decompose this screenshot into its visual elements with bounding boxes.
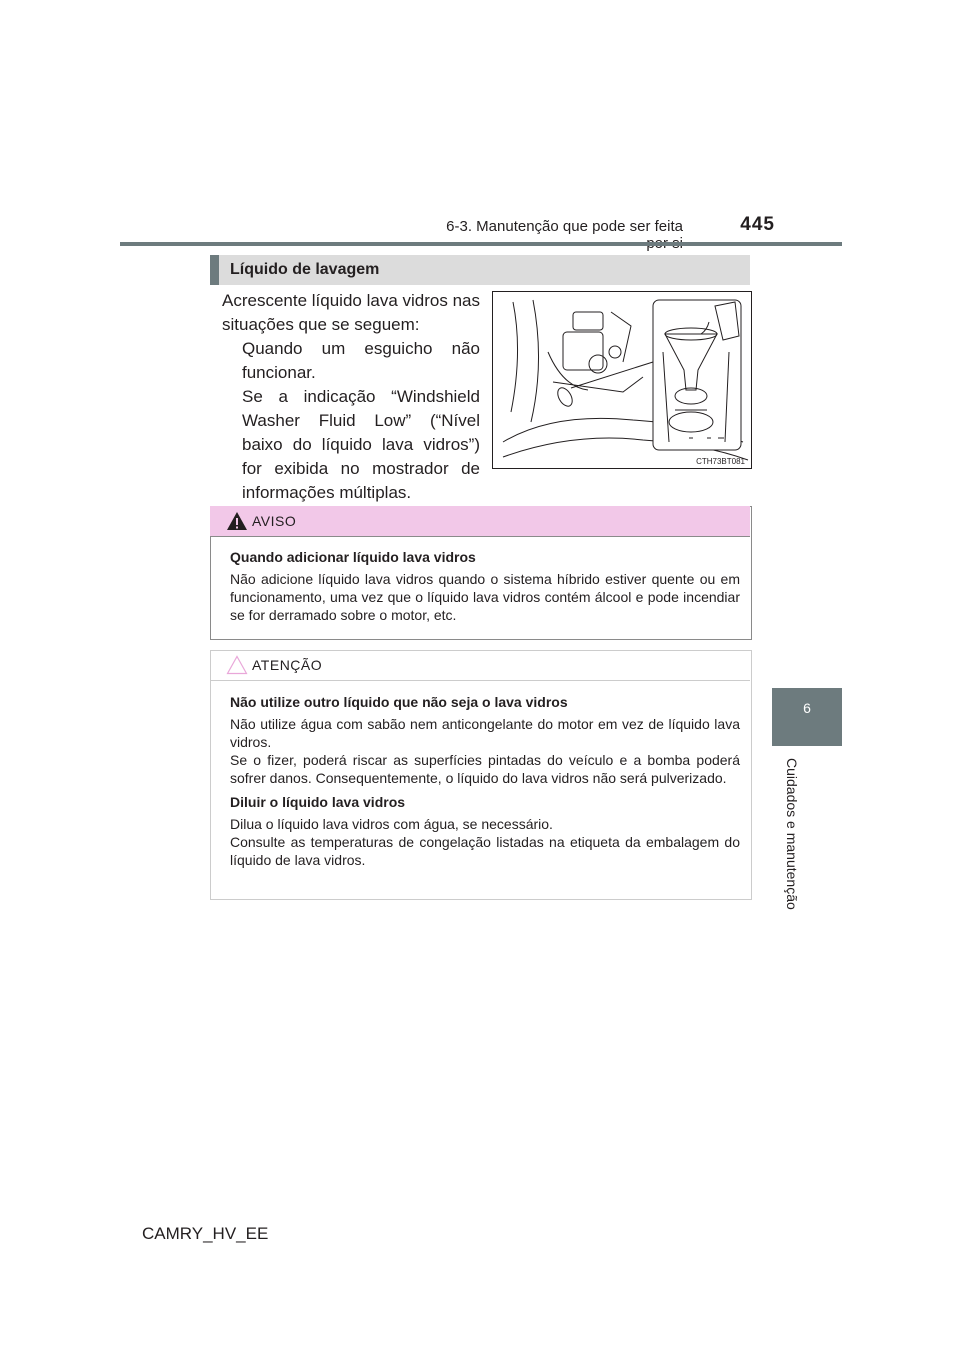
warning-triangle-icon xyxy=(226,511,248,531)
section-heading xyxy=(210,255,750,285)
figure-code: CTH73BT081 xyxy=(696,457,745,466)
header-divider xyxy=(120,242,842,246)
engine-bay-illustration xyxy=(492,291,752,469)
caution-item-text: Se o fizer, poderá riscar as superfícies pintadas do veículo e a bomba poderá sofrer danos. Consequentemente, o líquido do lava vidros não será pulverizado. xyxy=(230,752,740,786)
model-code: CAMRY_HV_EE xyxy=(142,1224,269,1243)
chapter-label-wrap xyxy=(784,758,952,910)
caution-item-title: Diluir o líquido lava vidros xyxy=(230,794,406,810)
warning-title: Quando adicionar líquido lava vidros xyxy=(230,549,476,565)
list-item: Se a indicação “Windshield Washer Fluid Low” (“Nível baixo do líquido lava vidros”) for exibida no mostrador de informações múltiplas. xyxy=(242,387,480,502)
caution-item-text: Dilua o líquido lava vidros com água, se necessário. xyxy=(230,816,553,832)
section-body xyxy=(222,289,480,505)
caution-item-text: Consulte as temperaturas de congelação listadas na etiqueta da embalagem do líquido de lava vidros. xyxy=(230,834,740,868)
warning-header xyxy=(210,506,750,537)
chapter-tab xyxy=(772,688,842,746)
caution-label: ATENÇÃO xyxy=(252,657,323,673)
caution-header xyxy=(210,650,750,681)
intro-text: Acrescente líquido lava vidros nas situações que se seguem: xyxy=(222,291,480,334)
chapter-label: Cuidados e manutenção xyxy=(784,758,800,910)
list-item: Quando um esguicho não funcionar. xyxy=(242,339,480,382)
section-title: Líquido de lavagem xyxy=(230,261,380,278)
washer-reservoir-drawing xyxy=(493,292,751,468)
warning-content xyxy=(230,548,740,624)
warning-label: AVISO xyxy=(252,513,297,529)
caution-triangle-icon xyxy=(226,655,248,675)
warning-text: Não adicione líquido lava vidros quando o sistema híbrido estiver quente ou em funcionamento, uma vez que o líquido lava vidros contém álcool e pode incendiar se for derramado sobre o motor, etc. xyxy=(230,571,740,623)
heading-accent-bar xyxy=(210,255,219,285)
page-number: 445 xyxy=(740,214,775,235)
caution-item-text: Não utilize água com sabão nem anticongelante do motor em vez de líquido lava vidros. xyxy=(230,716,740,750)
caution-content xyxy=(230,693,740,869)
chapter-number: 6 xyxy=(803,700,811,716)
caution-item-title: Não utilize outro líquido que não seja o lava vidros xyxy=(230,694,568,710)
section-header: 6-3. Manutenção que pode ser feita xyxy=(446,218,683,235)
